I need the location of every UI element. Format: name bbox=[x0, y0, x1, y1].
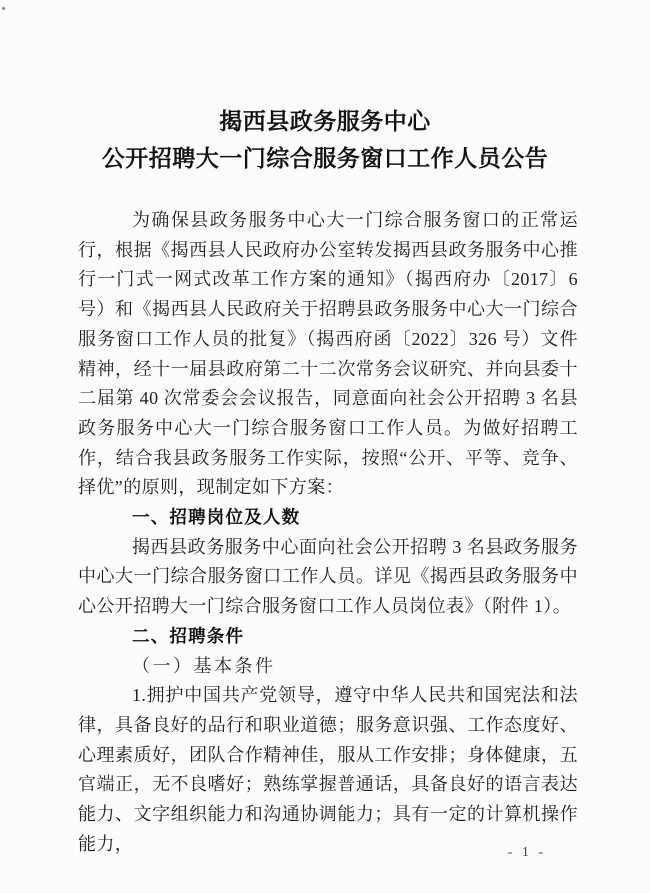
section-heading-recruit-positions: 一、招聘岗位及人数 bbox=[132, 507, 301, 528]
title-line-2: 公开招聘大一门综合服务窗口工作人员公告 bbox=[101, 145, 549, 171]
basic-conditions-paragraph: 1.拥护中国共产党领导，遵守中华人民共和国宪法和法律，具备良好的品行和职业道德；服务意识强、工作态度好、心理素质好，团队合作精神佳，服从工作安排；身体健康，五官端正，无不良嗜好；熟练掌握普通话，具备良好的语言表达能力、文字组织能力和沟通协调能力；具有一定的计算机操作能力， bbox=[78, 685, 578, 854]
document-body bbox=[78, 206, 578, 859]
intro-paragraph: 为确保县政务服务中心大一门综合服务窗口的正常运行，根据《揭西县人民政府办公室转发揭西县政务服务中心推行一门式一网式改革工作方案的通知》（揭西府办〔2017〕6 号）和《揭西县人民政府关于招聘县政务服务中心大一门综合服务窗口工作人员的批复》（揭西府函〔2022〕326 号）文件精神，经十一届县政府第二十二次常务会议研究、并向县委十二届第 40 次常委会会议报告，同意面向社会公开招聘 3 名县政务服务中心大一门综合服务窗口工作人员。为做好招聘工作，结合我县政务服务工作实际，按照“公开、平等、竞争、择优”的原则，现制定如下方案： bbox=[78, 210, 578, 498]
section-heading-recruit-conditions: 二、招聘条件 bbox=[132, 625, 245, 646]
title-line-1: 揭西县政务服务中心 bbox=[219, 108, 431, 134]
page-number: - 1 - bbox=[507, 845, 546, 860]
subsection-heading-basic-conditions: （一）基本条件 bbox=[132, 655, 276, 676]
recruit-positions-paragraph: 揭西县政务服务中心面向社会公开招聘 3 名县政务服务中心大一门综合服务窗口工作人员。详见《揭西县政务服务中心公开招聘大一门综合服务窗口工作人员岗位表》（附件 1）。 bbox=[78, 536, 578, 617]
document-title bbox=[0, 103, 650, 177]
